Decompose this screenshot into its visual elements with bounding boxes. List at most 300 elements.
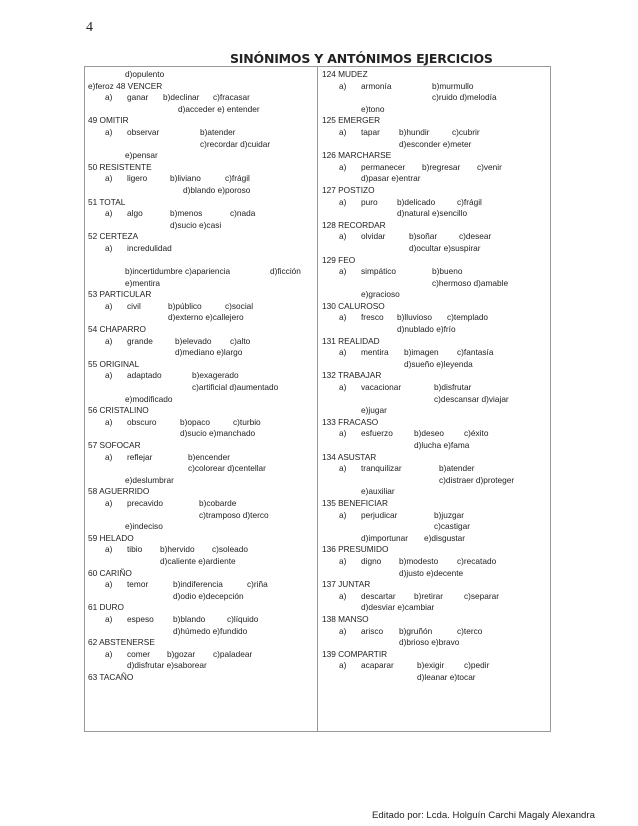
exercise-line xyxy=(319,510,549,522)
page-title: SINÓNIMOS Y ANTÓNIMOS EJERCICIOS xyxy=(230,51,493,66)
exercise-line xyxy=(85,428,317,440)
line-text: a) xyxy=(105,126,113,137)
exercise-line xyxy=(319,521,549,533)
line-text: precavido xyxy=(127,497,163,508)
line-text: a) xyxy=(339,463,347,474)
line-text: 128 RECORDAR xyxy=(322,219,386,230)
line-text: d)blando e)poroso xyxy=(183,184,251,195)
exercise-line xyxy=(85,208,317,220)
line-text: c)recatado xyxy=(457,555,497,566)
line-text: acaparar xyxy=(361,660,394,671)
line-text: b)hervido xyxy=(160,544,195,555)
exercise-line xyxy=(85,568,317,580)
exercise-line xyxy=(319,591,549,603)
line-text: a) xyxy=(339,660,347,671)
exercise-line xyxy=(319,162,549,174)
exercise-line xyxy=(319,92,549,104)
right-column xyxy=(319,69,549,683)
exercise-line xyxy=(85,347,317,359)
exercise-line xyxy=(85,556,317,568)
exercise-line xyxy=(319,533,549,545)
line-text: grande xyxy=(127,335,153,346)
exercise-line xyxy=(319,370,549,382)
line-text: c)distraer d)proteger xyxy=(439,474,515,485)
exercise-line xyxy=(319,266,549,278)
exercise-line xyxy=(319,475,549,487)
line-text: 130 CALUROSO xyxy=(322,300,385,311)
line-text: 129 FEO xyxy=(322,254,356,265)
exercise-line xyxy=(85,255,317,267)
line-text: d)mediano e)largo xyxy=(175,347,243,358)
exercise-line xyxy=(85,92,317,104)
exercise-line xyxy=(319,104,549,116)
exercise-line xyxy=(319,452,549,464)
exercise-line xyxy=(319,428,549,440)
line-text: c)terco xyxy=(457,625,483,636)
line-text: e)tono xyxy=(361,103,385,114)
line-text: c)fantasía xyxy=(457,347,494,358)
column-divider xyxy=(317,67,318,731)
line-text: a) xyxy=(339,80,347,91)
line-text: a) xyxy=(339,625,347,636)
exercise-line xyxy=(85,417,317,429)
exercise-line xyxy=(85,278,317,290)
exercise-line xyxy=(85,81,317,93)
line-text: armonía xyxy=(361,80,392,91)
line-text: d)justo e)decente xyxy=(399,567,464,578)
line-text: vacacionar xyxy=(361,382,402,393)
line-text: a) xyxy=(105,370,113,381)
line-text: a) xyxy=(339,382,347,393)
line-text: c)artificial d)aumentado xyxy=(192,382,279,393)
line-text: c)cubrir xyxy=(452,126,480,137)
line-text: d)caliente e)ardiente xyxy=(160,555,236,566)
line-text: observar xyxy=(127,126,160,137)
line-text: permanecer xyxy=(361,161,406,172)
line-text: e)modificado xyxy=(125,393,173,404)
line-text: c)social xyxy=(225,300,254,311)
exercise-line xyxy=(319,359,549,371)
exercise-line xyxy=(85,243,317,255)
line-text: 57 SOFOCAR xyxy=(88,440,141,450)
exercise-line xyxy=(319,197,549,209)
line-text: a) xyxy=(105,451,113,462)
line-text: esfuerzo xyxy=(361,428,393,439)
exercise-line xyxy=(85,510,317,522)
line-text: ligero xyxy=(127,173,148,184)
line-text: d)sucio e)casi xyxy=(170,219,222,230)
line-text: b)elevado xyxy=(175,335,212,346)
line-text: b)gruñón xyxy=(399,625,433,636)
line-text: d)desviar e)cambiar xyxy=(361,602,435,613)
exercise-line xyxy=(319,568,549,580)
line-text: d)lucha e)fama xyxy=(414,440,470,450)
line-text: 136 PRESUMIDO xyxy=(322,544,389,555)
exercise-line xyxy=(319,649,549,661)
exercise-line xyxy=(319,405,549,417)
line-text: d)externo e)callejero xyxy=(168,312,244,323)
line-text: obscuro xyxy=(127,416,157,427)
exercise-line xyxy=(85,185,317,197)
exercise-line xyxy=(85,475,317,487)
exercise-line xyxy=(85,660,317,672)
line-text: c)hermoso d)amable xyxy=(432,277,509,288)
line-text: b)exagerado xyxy=(192,370,239,381)
line-text: b)liviano xyxy=(170,173,201,184)
line-text: b)retirar xyxy=(414,590,444,601)
exercise-line xyxy=(319,324,549,336)
exercise-line xyxy=(85,602,317,614)
line-text: c)frágil xyxy=(225,173,250,184)
line-text: e)jugar xyxy=(361,405,387,416)
exercise-line xyxy=(319,336,549,348)
line-text: b)gozar xyxy=(167,648,196,659)
exercise-line xyxy=(319,115,549,127)
exercise-line xyxy=(319,602,549,614)
line-text: 125 EMERGER xyxy=(322,115,381,126)
line-text: 131 REALIDAD xyxy=(322,335,380,346)
line-text: b)modesto xyxy=(399,555,439,566)
line-text: b)soñar xyxy=(409,231,438,242)
exercise-line xyxy=(319,660,549,672)
exercise-line xyxy=(85,359,317,371)
line-text: 124 MUDEZ xyxy=(322,69,368,79)
left-column xyxy=(85,69,317,683)
exercise-line xyxy=(319,614,549,626)
line-text: incredulidad xyxy=(127,242,172,253)
exercise-line xyxy=(319,672,549,684)
line-text: tranquilizar xyxy=(361,463,402,474)
exercise-line xyxy=(319,440,549,452)
exercise-line xyxy=(85,452,317,464)
exercise-line xyxy=(319,231,549,243)
line-text: descartar xyxy=(361,590,396,601)
line-text: 53 PARTICULAR xyxy=(88,289,152,300)
line-text: a) xyxy=(105,208,113,219)
exercise-line xyxy=(85,324,317,336)
line-text: a) xyxy=(339,509,347,520)
line-text: b)atender xyxy=(439,463,475,474)
exercise-line xyxy=(319,312,549,324)
line-text: a) xyxy=(105,173,113,184)
exercise-line xyxy=(85,486,317,498)
line-text: c)líquido xyxy=(227,613,259,624)
exercise-line xyxy=(85,405,317,417)
line-text: c)desear xyxy=(459,231,492,242)
exercise-line xyxy=(85,336,317,348)
line-text: 56 CRISTALINO xyxy=(88,405,149,416)
exercise-line xyxy=(85,382,317,394)
exercise-line xyxy=(319,127,549,139)
line-text: simpático xyxy=(361,266,397,277)
exercise-line xyxy=(319,417,549,429)
line-text: c)frágil xyxy=(457,196,482,207)
line-text: digno xyxy=(361,555,382,566)
line-text: a) xyxy=(339,231,347,242)
exercise-line xyxy=(85,289,317,301)
line-text: b)juzgar xyxy=(434,509,464,520)
line-text: d)sueño e)leyenda xyxy=(404,358,473,369)
line-text: b)blando xyxy=(173,613,206,624)
exercise-line xyxy=(85,394,317,406)
line-text: civil xyxy=(127,300,141,311)
line-text: d)leanar e)tocar xyxy=(417,671,476,682)
line-text: 55 ORIGINAL xyxy=(88,358,140,369)
exercise-line xyxy=(85,579,317,591)
exercise-line xyxy=(319,173,549,185)
exercise-line xyxy=(85,69,317,81)
exercise-line xyxy=(319,255,549,267)
line-text: c)turbio xyxy=(233,416,261,427)
exercise-line xyxy=(85,150,317,162)
exercise-line xyxy=(319,208,549,220)
line-text: d)nublado e)frío xyxy=(397,324,456,335)
exercise-line xyxy=(319,347,549,359)
line-text: b)deseo xyxy=(414,428,444,439)
exercise-table xyxy=(84,66,551,732)
line-text: c)nada xyxy=(230,208,256,219)
exercise-line xyxy=(319,278,549,290)
exercise-line xyxy=(319,289,549,301)
exercise-line xyxy=(319,81,549,93)
exercise-line xyxy=(85,162,317,174)
exercise-line xyxy=(319,579,549,591)
line-text: b)hundir xyxy=(399,126,430,137)
line-text: 62 ABSTENERSE xyxy=(88,637,155,648)
line-text: 61 DURO xyxy=(88,602,124,613)
exercise-line xyxy=(85,266,317,278)
line-text: 135 BENEFICIAR xyxy=(322,497,388,508)
line-text: c)templado xyxy=(447,312,489,323)
exercise-line xyxy=(85,521,317,533)
exercise-line xyxy=(319,185,549,197)
line-text: puro xyxy=(361,196,378,207)
line-text: a) xyxy=(339,555,347,566)
line-text: a) xyxy=(339,312,347,323)
exercise-line xyxy=(319,301,549,313)
line-text: b)disfrutar xyxy=(434,382,472,393)
line-text: b)murmullo xyxy=(432,80,474,91)
exercise-line xyxy=(319,220,549,232)
exercise-line xyxy=(85,231,317,243)
line-text: e)mentira xyxy=(125,277,161,288)
exercise-line xyxy=(85,127,317,139)
line-text: mentira xyxy=(361,347,389,358)
exercise-line xyxy=(85,115,317,127)
line-text: b)bueno xyxy=(432,266,463,277)
line-text: b)menos xyxy=(170,208,203,219)
exercise-line xyxy=(319,243,549,255)
exercise-line xyxy=(85,544,317,556)
line-text: e)feroz 48 VENCER xyxy=(88,80,163,91)
line-text: 51 TOTAL xyxy=(88,196,126,207)
line-text: algo xyxy=(127,208,143,219)
line-text: c)fracasar xyxy=(213,92,250,103)
line-text: e)deslumbrar xyxy=(125,474,174,485)
line-text: a) xyxy=(339,161,347,172)
line-text: c)tramposo d)terco xyxy=(199,509,269,520)
line-text: b)regresar xyxy=(422,161,461,172)
line-text: a) xyxy=(105,544,113,555)
line-text: c)soleado xyxy=(212,544,248,555)
line-text: ganar xyxy=(127,92,149,103)
exercise-line xyxy=(85,220,317,232)
line-text: a) xyxy=(339,126,347,137)
exercise-line xyxy=(85,104,317,116)
line-text: 133 FRACASO xyxy=(322,416,379,427)
line-text: perjudicar xyxy=(361,509,398,520)
line-text: d)natural e)sencillo xyxy=(397,208,468,219)
line-text: c)venir xyxy=(477,161,502,172)
line-text: comer xyxy=(127,648,151,659)
exercise-line xyxy=(85,591,317,603)
exercise-line xyxy=(319,394,549,406)
line-text: fresco xyxy=(361,312,384,323)
line-text: e)auxiliar xyxy=(361,486,395,497)
line-text: d)opulento xyxy=(125,69,165,79)
line-text: a) xyxy=(339,347,347,358)
exercise-line xyxy=(85,463,317,475)
line-text: b)imagen xyxy=(404,347,439,358)
line-text: b)encender xyxy=(188,451,230,462)
exercise-line xyxy=(85,672,317,684)
line-text: a) xyxy=(339,428,347,439)
line-text: c)separar xyxy=(464,590,500,601)
line-text: b)atender xyxy=(200,126,236,137)
exercise-line xyxy=(85,637,317,649)
line-text: adaptado xyxy=(127,370,162,381)
line-text: c)descansar d)viajar xyxy=(434,393,509,404)
line-text: c)éxito xyxy=(464,428,489,439)
line-text: 127 POSTIZO xyxy=(322,184,375,195)
exercise-line xyxy=(319,150,549,162)
line-text: d)esconder e)meter xyxy=(399,138,472,149)
line-text: b)público xyxy=(168,300,202,311)
line-text: d)odio e)decepción xyxy=(173,590,244,601)
line-text: a) xyxy=(339,266,347,277)
exercise-line xyxy=(85,301,317,313)
line-text: b)exigir xyxy=(417,660,445,671)
line-text: a) xyxy=(105,579,113,590)
line-text: e)pensar xyxy=(125,150,158,161)
line-text: e)indeciso xyxy=(125,521,163,532)
line-text: b)delicado xyxy=(397,196,436,207)
exercise-line xyxy=(85,614,317,626)
line-text: 137 JUNTAR xyxy=(322,579,371,590)
line-text: 54 CHAPARRO xyxy=(88,324,146,335)
line-text: c)riña xyxy=(247,579,268,590)
line-text: a) xyxy=(339,590,347,601)
line-text: c)alto xyxy=(230,335,251,346)
exercise-line xyxy=(85,626,317,638)
exercise-line xyxy=(319,139,549,151)
line-text: d)húmedo e)fundido xyxy=(173,625,248,636)
line-text: b)lluvioso xyxy=(397,312,433,323)
line-text: a) xyxy=(339,196,347,207)
line-text: c)recordar d)cuidar xyxy=(200,138,271,149)
exercise-line xyxy=(85,173,317,185)
line-text: 138 MANSO xyxy=(322,613,369,624)
footer-credit: Editado por: Lcda. Holguín Carchi Magaly Alexandra xyxy=(372,810,595,821)
line-text: d)ocultar e)suspirar xyxy=(409,242,481,253)
exercise-line xyxy=(319,486,549,498)
line-text: tibio xyxy=(127,544,143,555)
line-text: c)castigar xyxy=(434,521,470,532)
line-text: reflejar xyxy=(127,451,153,462)
line-text: b)indiferencia xyxy=(173,579,223,590)
line-text: a) xyxy=(105,416,113,427)
exercise-line xyxy=(85,139,317,151)
exercise-line xyxy=(85,533,317,545)
line-text: c)ruido d)melodía xyxy=(432,92,497,103)
line-text: a) xyxy=(105,242,113,253)
line-text: 60 CARIÑO xyxy=(88,567,132,578)
exercise-line xyxy=(85,312,317,324)
line-text: espeso xyxy=(127,613,154,624)
exercise-line xyxy=(85,197,317,209)
line-text: b)incertidumbre c)apariencia xyxy=(125,266,231,277)
line-text: 63 TACAÑO xyxy=(88,671,134,682)
line-text: e)gracioso xyxy=(361,289,400,300)
line-text: e)disgustar xyxy=(424,532,466,543)
exercise-line xyxy=(319,69,549,81)
line-text: 126 MARCHARSE xyxy=(322,150,392,161)
line-text: c)paladear xyxy=(213,648,253,659)
line-text: b)cobarde xyxy=(199,497,237,508)
line-text: 49 OMITIR xyxy=(88,115,129,126)
exercise-line xyxy=(319,544,549,556)
line-text: c)pedir xyxy=(464,660,490,671)
line-text: a) xyxy=(105,497,113,508)
line-text: a) xyxy=(105,92,113,103)
exercise-line xyxy=(85,649,317,661)
exercise-line xyxy=(319,556,549,568)
exercise-line xyxy=(85,440,317,452)
line-text: 139 COMPARTIR xyxy=(322,648,388,659)
line-text: d)disfrutar e)saborear xyxy=(127,660,207,671)
line-text: 52 CERTEZA xyxy=(88,231,139,242)
line-text: a) xyxy=(105,300,113,311)
exercise-line xyxy=(85,370,317,382)
line-text: d)pasar e)entrar xyxy=(361,173,421,184)
line-text: a) xyxy=(105,648,113,659)
exercise-line xyxy=(319,382,549,394)
line-text: d)brioso e)bravo xyxy=(399,637,460,648)
line-text: 59 HELADO xyxy=(88,532,134,543)
line-text: arisco xyxy=(361,625,384,636)
line-text: b)opaco xyxy=(180,416,210,427)
line-text: a) xyxy=(105,335,113,346)
line-text: olvidar xyxy=(361,231,386,242)
line-text: 132 TRABAJAR xyxy=(322,370,382,381)
exercise-line xyxy=(319,637,549,649)
line-text: temor xyxy=(127,579,149,590)
exercise-line xyxy=(319,626,549,638)
line-text: 134 ASUSTAR xyxy=(322,451,377,462)
exercise-line xyxy=(85,498,317,510)
line-text: tapar xyxy=(361,126,380,137)
exercise-line xyxy=(319,463,549,475)
exercise-line xyxy=(319,498,549,510)
page-number: 4 xyxy=(86,20,93,35)
line-text: 50 RESISTENTE xyxy=(88,161,152,172)
line-text: d)importunar xyxy=(361,532,409,543)
line-text: d)acceder e) entender xyxy=(178,103,260,114)
line-text: d)sucio e)manchado xyxy=(180,428,256,439)
line-text: d)ficción xyxy=(270,266,301,277)
line-text: c)colorear d)centellar xyxy=(188,463,266,474)
line-text: a) xyxy=(105,613,113,624)
